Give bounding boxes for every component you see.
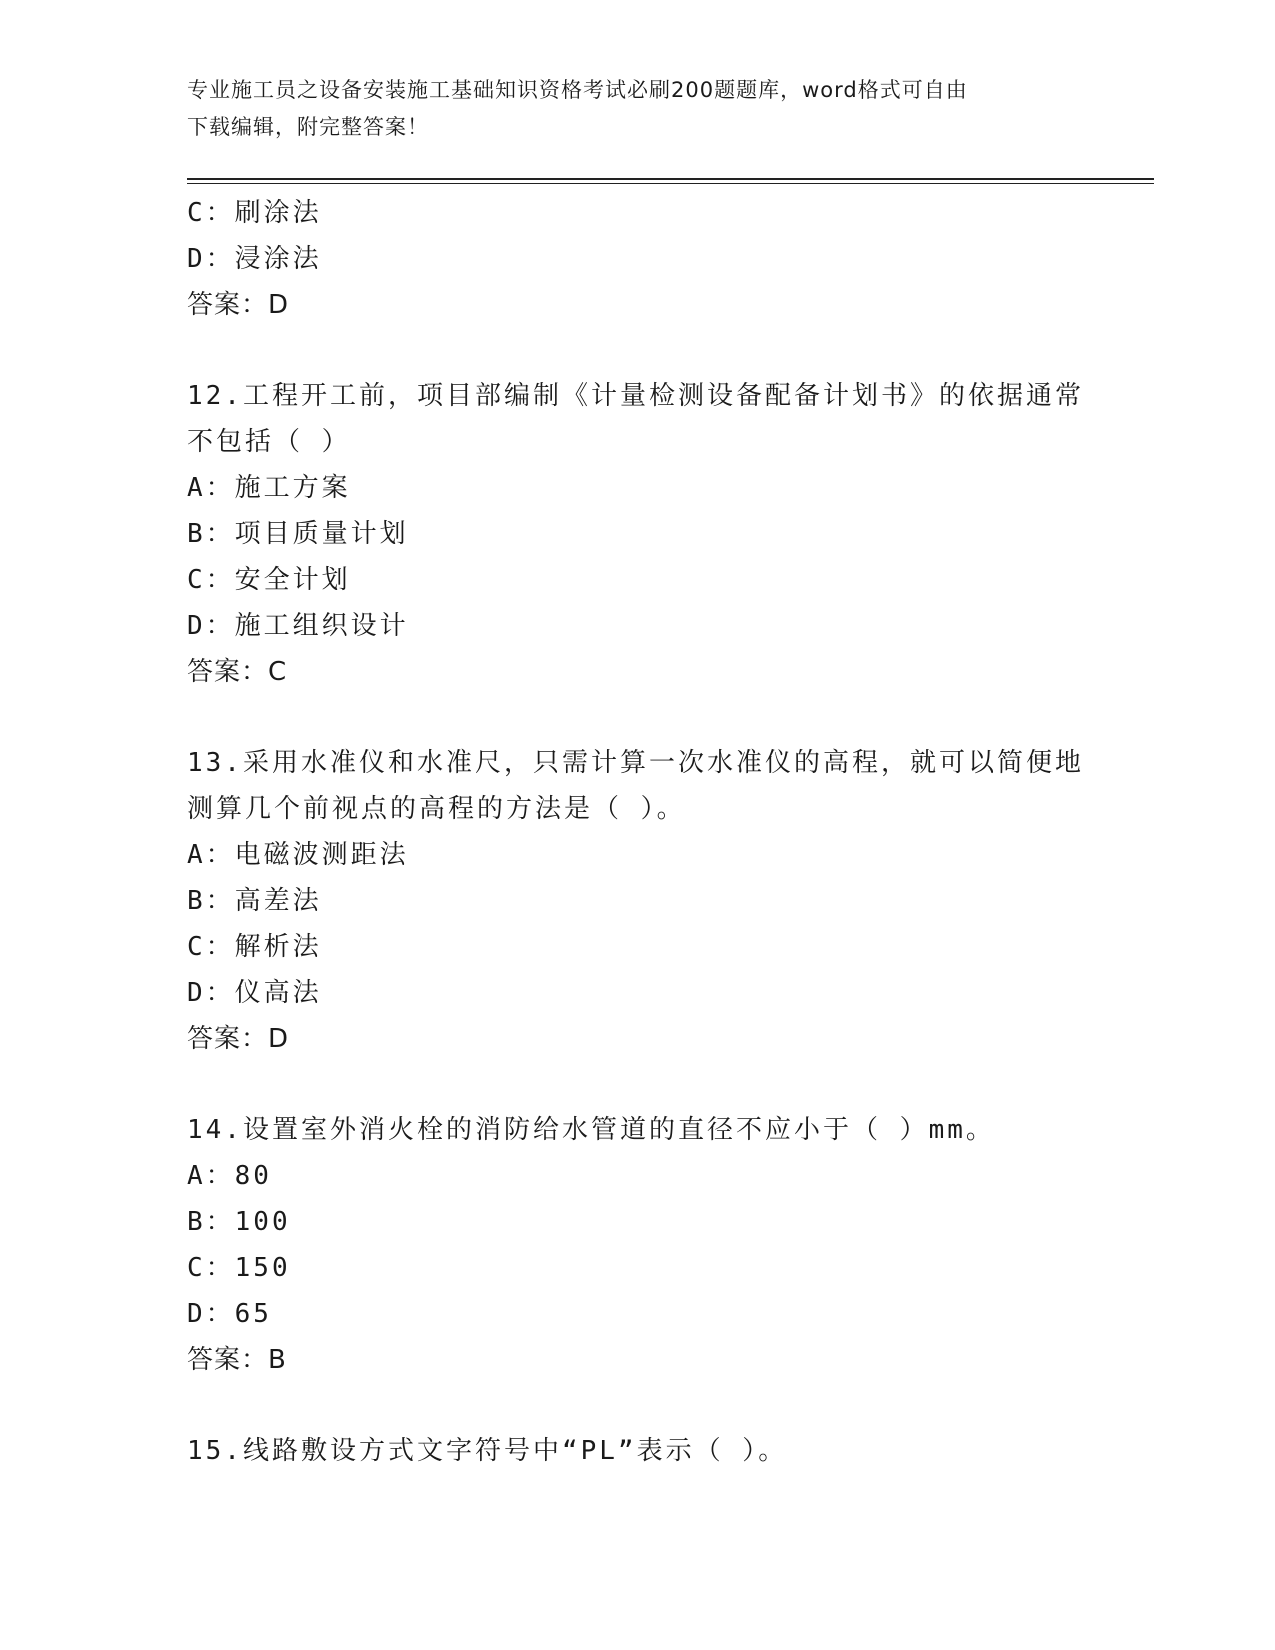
option-d: D：浸涂法 <box>187 244 322 274</box>
question-14 <box>187 1107 1087 1383</box>
option-a: A：电磁波测距法 <box>187 840 409 870</box>
option-d: D：施工组织设计 <box>187 611 409 641</box>
header-line-2: 下载编辑，附完整答案！ <box>187 115 429 139</box>
question-stem-line-1: 14.设置室外消火栓的消防给水管道的直径不应小于（ ）mm。 <box>187 1115 995 1145</box>
option-a: A：施工方案 <box>187 473 351 503</box>
header-divider-thin <box>187 183 1154 184</box>
answer-line: 答案：D <box>187 290 290 320</box>
option-b: B：100 <box>187 1207 291 1237</box>
question-stem-line-1: 13.采用水准仪和水准尺，只需计算一次水准仪的高程，就可以简便地 <box>187 748 1084 778</box>
question-gap <box>187 328 1087 373</box>
question-gap <box>187 695 1087 740</box>
question-gap <box>187 1383 1087 1428</box>
question-stem-line-1: 15.线路敷设方式文字符号中“PL”表示（ ）。 <box>187 1436 788 1466</box>
document-header <box>187 72 1067 146</box>
option-d: D：仪高法 <box>187 978 322 1008</box>
question-15 <box>187 1428 1087 1474</box>
header-line-1: 专业施工员之设备安装施工基础知识资格考试必刷200题题库，word格式可自由 <box>187 78 968 102</box>
answer-line: 答案：C <box>187 657 288 687</box>
option-c: C：解析法 <box>187 932 322 962</box>
question-gap <box>187 1062 1087 1107</box>
answer-line: 答案：D <box>187 1024 290 1054</box>
question-stem-line-2: 测算几个前视点的高程的方法是（ ）。 <box>187 794 686 824</box>
question-list <box>187 190 1087 1474</box>
header-divider-thick <box>187 178 1154 180</box>
option-d: D：65 <box>187 1299 272 1329</box>
option-b: B：高差法 <box>187 886 322 916</box>
question-11 <box>187 190 1087 328</box>
option-c: C：刷涂法 <box>187 198 322 228</box>
option-c: C：150 <box>187 1253 291 1283</box>
option-c: C：安全计划 <box>187 565 351 595</box>
option-b: B：项目质量计划 <box>187 519 409 549</box>
option-a: A：80 <box>187 1161 272 1191</box>
question-stem-line-1: 12.工程开工前，项目部编制《计量检测设备配备计划书》的依据通常 <box>187 381 1084 411</box>
answer-line: 答案：B <box>187 1345 287 1375</box>
question-12 <box>187 373 1087 695</box>
question-stem-line-2: 不包括（ ） <box>187 427 351 457</box>
question-13 <box>187 740 1087 1062</box>
